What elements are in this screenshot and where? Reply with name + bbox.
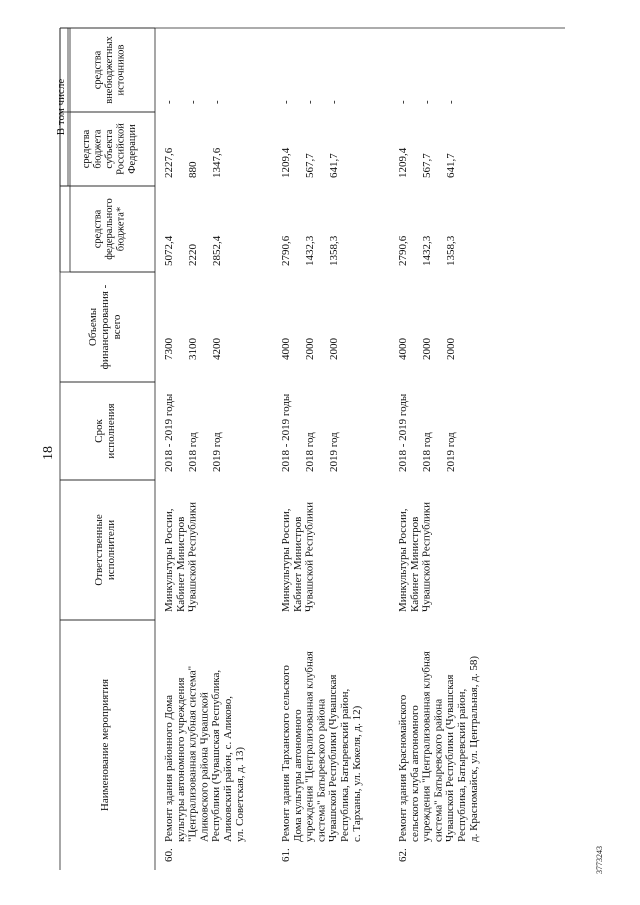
cell-federal: 2790,6 [280,235,292,266]
cell-regional: 641,7 [445,153,457,178]
cell-extra: - [280,100,292,104]
cell-regional: 567,7 [421,153,433,178]
header-federal: средства [92,209,104,249]
header-regional: субъекта [104,129,115,169]
cell-term: 2018 год [304,432,316,472]
cell-total: 2000 [328,338,340,360]
cell-regional: 567,7 [304,153,316,178]
header-federal: федерального [104,198,115,260]
cell-federal: 1432,3 [421,235,433,266]
row-name-line: Республики (Чувашская Республика, [210,669,223,842]
cell-extra: - [163,100,175,104]
cell-extra: - [211,100,223,104]
cell-extra: - [397,100,409,104]
row-name-line: Дома культуры автономного [291,709,304,842]
cell-regional: 1347,6 [211,147,223,178]
cell-total: 4000 [397,338,409,360]
cell-extra: - [328,100,340,104]
row-executor-line: Чувашской Республики [303,501,316,612]
row-number: 60. [163,848,175,862]
row-name-line: учреждения "Централизованная клубная [303,651,316,842]
header-volume: Объемы [87,307,99,347]
row-name-line: Чувашской Республики (Чувашская [444,674,457,842]
row-name-line: д. Красномайск, ул. Центральная, д. 58) [467,656,480,842]
row-name-line: Ремонт здания Тарханского сельского [280,665,292,842]
cell-federal: 2220 [187,244,199,266]
row-name-line: с. Тарханы, ул. Кокеля, д. 12) [350,705,363,842]
row-name-line: ул. Советская, д. 13) [233,746,246,842]
cell-total: 2000 [445,338,457,360]
header-volume: всего [111,314,123,340]
cell-extra: - [187,100,199,104]
header-regional: Российской [115,123,127,175]
cell-federal: 1358,3 [328,235,340,266]
header-term: исполнения [105,403,117,459]
row-executor-line: Кабинет Министров [408,516,421,612]
cell-total: 3100 [187,338,199,360]
cell-federal: 2790,6 [397,235,409,266]
row-number: 62. [397,848,409,862]
cell-total: 4200 [211,338,223,360]
cell-federal: 2852,4 [211,235,223,266]
header-regional: бюджета [92,129,104,169]
row-name-line: Ремонт здания районного Дома [163,694,175,842]
cell-total: 4000 [280,338,292,360]
cell-total: 2000 [421,338,433,360]
cell-federal: 1432,3 [304,235,316,266]
row-name-line: система" Батыревского района [315,698,328,842]
cell-regional: 2227,6 [163,147,175,178]
cell-term: 2019 год [445,432,457,472]
document-code: 3773243 [595,846,604,874]
header-regional: средства [81,129,92,169]
cell-term: 2018 - 2019 годы [397,393,409,472]
row-name-line: учреждения "Централизованная клубная [420,651,433,842]
header-federal: бюджета* [115,206,127,252]
row-name-line: Чувашской Республики (Чувашская [327,674,340,842]
cell-term: 2019 год [328,432,340,472]
header-volume: финансирования - [99,284,111,370]
header-extra: внебюджетных [104,36,115,104]
financing-table [55,28,480,862]
cell-total: 2000 [304,338,316,360]
row-executor-line: Минкультуры России, [280,508,292,612]
header-regional: Федерации [127,124,138,174]
header-term: Срок [93,419,105,443]
cell-extra: - [304,100,316,104]
row-executor-line: Кабинет Министров [291,516,304,612]
cell-extra: - [445,100,457,104]
header-including: В том числе [55,78,67,136]
header-extra: источников [115,44,127,96]
row-name-line: Ремонт здания Красномайского [397,694,409,842]
page-number: 18 [41,446,56,460]
row-name-line: Республика, Батыревский район, [339,688,351,842]
row-executor-line: Чувашской Республики [186,501,199,612]
cell-term: 2018 - 2019 годы [163,393,175,472]
header-extra: средства [92,50,104,90]
row-name-line: Аликовского района Чувашской [198,692,211,842]
row-name-line: культуры автономного учреждения [174,677,187,842]
cell-regional: 641,7 [328,153,340,178]
row-executor-line: Минкультуры России, [397,508,409,612]
row-name-line: Аликовский район, с. Аликово, [222,696,234,842]
header-name: Наименование мероприятия [99,678,111,812]
row-name-line: система" Батыревского района [432,698,445,842]
cell-extra: - [421,100,433,104]
cell-term: 2018 год [421,432,433,472]
cell-term: 2018 год [187,432,199,472]
row-name-line: "Централизованная клубная система" [186,665,199,842]
cell-regional: 880 [187,161,199,178]
row-executor-line: Кабинет Министров [174,516,187,612]
cell-federal: 5072,4 [163,235,175,266]
cell-regional: 1209,4 [397,147,409,178]
header-executors: исполнители [105,519,117,581]
row-number: 61. [280,848,292,862]
cell-term: 2018 - 2019 годы [280,393,292,472]
cell-federal: 1358,3 [445,235,457,266]
row-executor-line: Чувашской Республики [420,501,433,612]
cell-term: 2019 год [211,432,223,472]
row-name-line: сельского клуба автономного [408,705,421,842]
cell-total: 7300 [163,338,175,360]
header-executors: Ответственные [93,514,105,586]
cell-regional: 1209,4 [280,147,292,178]
row-executor-line: Минкультуры России, [163,508,175,612]
row-name-line: Республика, Батыревский район, [456,688,468,842]
